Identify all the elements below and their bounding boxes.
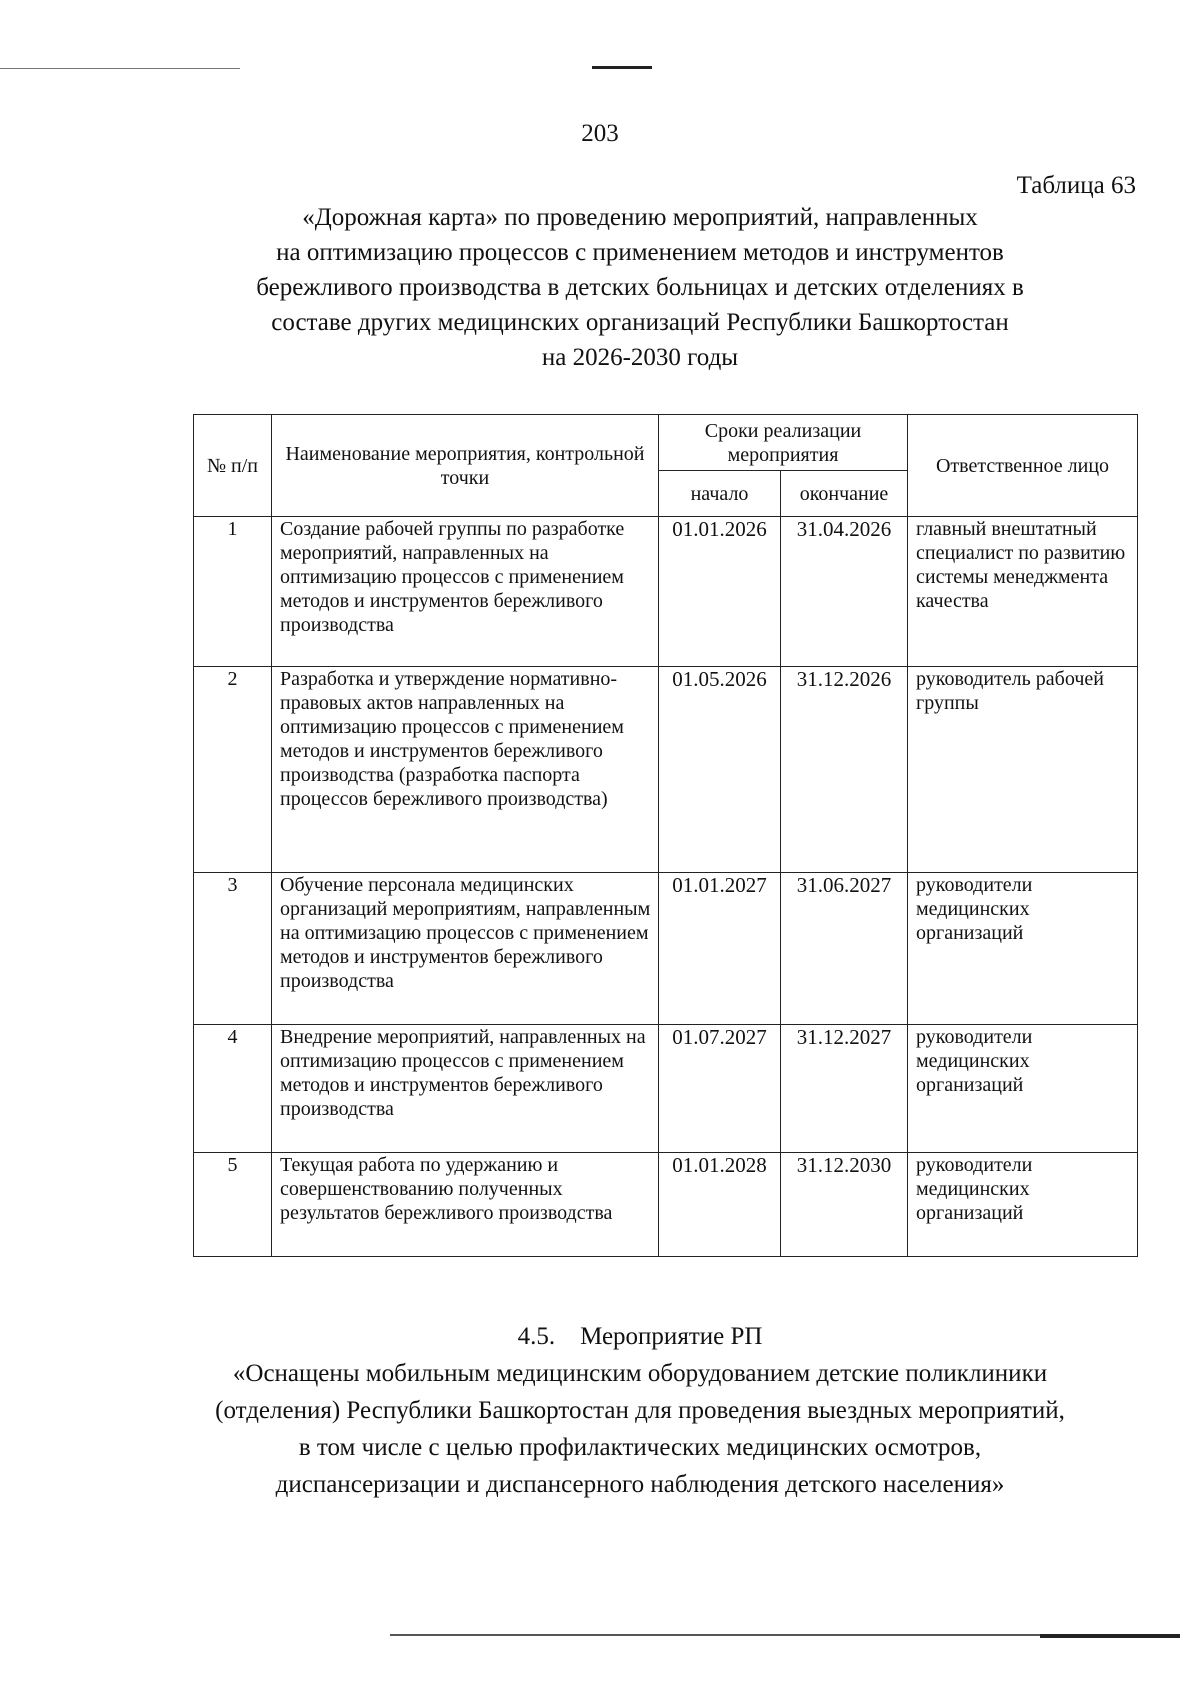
row-start: 01.01.2028: [659, 1153, 781, 1257]
roadmap-table: [193, 414, 1138, 1257]
row-num: 4: [194, 1025, 272, 1153]
section-line: «Оснащены мобильным медицинским оборудованием детские поликлиники: [232, 1360, 1048, 1387]
scan-artifact-line: [0, 68, 240, 69]
row-responsible: руководители медицинских организаций: [908, 873, 1138, 1025]
row-start: 01.01.2026: [659, 517, 781, 667]
row-responsible: руководитель рабочей группы: [908, 667, 1138, 873]
row-end: 31.12.2026: [781, 667, 908, 873]
row-responsible: главный внештатный специалист по развитию системы менеджмента качества: [908, 517, 1138, 667]
title-line: на 2026-2030 годы: [541, 344, 739, 371]
row-num: 3: [194, 873, 272, 1025]
table-row: [194, 1025, 1138, 1153]
row-num: 2: [194, 667, 272, 873]
row-end: 31.06.2027: [781, 873, 908, 1025]
section-line: диспансеризации и диспансерного наблюдения детского населения»: [275, 1471, 1005, 1498]
table-row: [194, 1153, 1138, 1257]
row-start: 01.01.2027: [659, 873, 781, 1025]
row-num: 1: [194, 517, 272, 667]
header-name: Наименование мероприятия, контрольной точки: [272, 415, 659, 517]
section-heading: 4.5. Мероприятие РП: [517, 1323, 763, 1350]
table-label: Таблица 63: [1016, 172, 1136, 199]
scan-artifact-line: [1040, 1634, 1180, 1638]
row-name: Разработка и утверждение нормативно-правовых актов направленных на оптимизацию процессов с применением методов и инструментов бережливого производства (разработка паспорта процессов бережливого производства): [272, 667, 659, 873]
row-start: 01.07.2027: [659, 1025, 781, 1153]
row-end: 31.12.2030: [781, 1153, 908, 1257]
document-title: [150, 200, 1130, 375]
table-row: [194, 873, 1138, 1025]
row-end: 31.04.2026: [781, 517, 908, 667]
header-num: № п/п: [194, 415, 272, 517]
header-responsible: Ответственное лицо: [908, 415, 1138, 517]
title-line: бережливого производства в детских больницах и детских отделениях в: [256, 274, 1024, 301]
row-start: 01.05.2026: [659, 667, 781, 873]
scan-artifact-line: [592, 66, 652, 69]
row-responsible: руководители медицинских организаций: [908, 1025, 1138, 1153]
row-name: Обучение персонала медицинских организаций мероприятиям, направленным на оптимизацию процессов с применением методов и инструментов бережливого производства: [272, 873, 659, 1025]
row-responsible: руководители медицинских организаций: [908, 1153, 1138, 1257]
page-number: 203: [581, 120, 619, 147]
row-end: 31.12.2027: [781, 1025, 908, 1153]
header-start: начало: [659, 471, 781, 517]
row-name: Внедрение мероприятий, направленных на оптимизацию процессов с применением методов и инструментов бережливого производства: [272, 1025, 659, 1153]
table-row: [194, 667, 1138, 873]
section-block: [150, 1318, 1130, 1503]
header-period: Сроки реализации мероприятия: [659, 415, 908, 471]
row-name: Текущая работа по удержанию и совершенствованию полученных результатов бережливого производства: [272, 1153, 659, 1257]
title-line: на оптимизацию процессов с применением методов и инструментов: [276, 239, 1004, 266]
table-row: [194, 517, 1138, 667]
header-end: окончание: [781, 471, 908, 517]
row-name: Создание рабочей группы по разработке мероприятий, направленных на оптимизацию процессов с применением методов и инструментов бережливого производства: [272, 517, 659, 667]
title-line: составе других медицинских организаций Республики Башкортостан: [271, 309, 1009, 336]
section-line: (отделения) Республики Башкортостан для проведения выездных мероприятий,: [215, 1397, 1065, 1424]
section-line: в том числе с целью профилактических медицинских осмотров,: [298, 1434, 982, 1461]
row-num: 5: [194, 1153, 272, 1257]
title-line: «Дорожная карта» по проведению мероприятий, направленных: [302, 204, 978, 231]
